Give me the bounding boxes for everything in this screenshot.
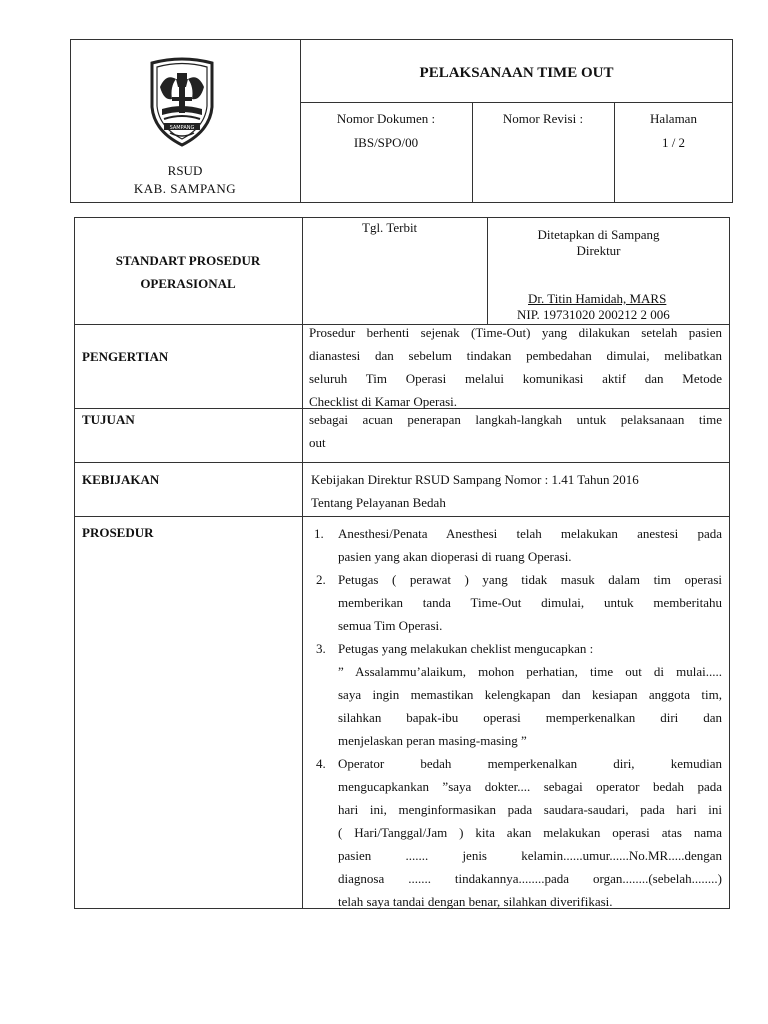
- step-number: 4.: [316, 756, 326, 771]
- row-divider-3: [74, 462, 730, 463]
- set-location: Ditetapkan di Sampang: [537, 227, 660, 242]
- step-number: 1.: [314, 526, 324, 541]
- doc-number-label: Nomor Dokumen :: [336, 111, 436, 126]
- signer-name: Dr. Titin Hamidah, MARS: [528, 291, 667, 306]
- page-number: 1 / 2: [661, 135, 686, 150]
- step-number: 3.: [316, 641, 326, 656]
- sop-title-line1: STANDART PROSEDUR: [115, 253, 261, 268]
- kebijakan-label: KEBIJAKAN: [82, 472, 160, 487]
- tujuan-label: TUJUAN: [82, 412, 135, 427]
- revision-label: Nomor Revisi :: [502, 111, 584, 126]
- org-regency: KAB. SAMPANG: [133, 181, 237, 196]
- step-3-text: Petugas yang melakukan cheklist mengucapkan : ” Assalammu’alaikum, mohon perhatian, time out di mulai..... saya ingin memastikan kelengkapan dan kesiapan anggota tim, silahkan bapak-ibu operasi memperkenalkan diri dan menjelaskan peran masing-masing ”: [338, 641, 722, 748]
- step-2-text: Petugas ( perawat ) yang tidak masuk dalam tim operasi memberikan tanda Time-Out dimulai, untuk memberitahu semua Tim Operasi.: [338, 572, 722, 633]
- kebijakan-text: Kebijakan Direktur RSUD Sampang Nomor : 1.41 Tahun 2016 Tentang Pelayanan Bedah: [311, 472, 639, 510]
- pengertian-text: Prosedur berhenti sejenak (Time-Out) yang dilakukan setelah pasien dianastesi dan sebelum tindakan pembedahan dimulai, melibatkan seluruh Tim Operasi melalui komunikasi aktif dan Metode Checklist di Kamar Operasi.: [309, 325, 722, 409]
- doc-number-value: IBS/SPO/00: [353, 135, 419, 150]
- sampang-logo: [146, 57, 218, 147]
- step-4-text: Operator bedah memperkenalkan diri, kemudian mengucapkankan ”saya dokter.... sebagai operator bedah pada hari ini, menginformasikan pada saudara-saudari, pada hari ini ( Hari/Tanggal/Jam ) kita akan melakukan operasi atas nama pasien ....... jenis kelamin......umur......No.MR.....dengan diagnosa ....... tindakannya........pada organ........(sebelah........) telah saya tandai dengan benar, silahkan diverifikasi.: [338, 756, 722, 909]
- sop-col-divider: [302, 217, 303, 909]
- step-number: 2.: [316, 572, 326, 587]
- issued-date-label: Tgl. Terbit: [362, 220, 418, 235]
- row-divider-4: [74, 516, 730, 517]
- page-label: Halaman: [650, 111, 697, 126]
- svg-text:SAMPANG: SAMPANG: [169, 125, 195, 131]
- signer-nip: NIP. 19731020 200212 2 006: [517, 307, 670, 322]
- set-director: Direktur: [576, 243, 621, 258]
- pengertian-label: PENGERTIAN: [82, 349, 169, 364]
- sop-title-line2: OPERASIONAL: [140, 276, 236, 291]
- org-name: RSUD: [167, 163, 203, 178]
- header-row-divider: [300, 102, 733, 103]
- document-title: PELAKSANAAN TIME OUT: [419, 65, 614, 81]
- tujuan-text: sebagai acuan penerapan langkah-langkah untuk pelaksanaan time out: [309, 412, 722, 450]
- prosedur-label: PROSEDUR: [82, 525, 154, 540]
- step-1-text: Anesthesi/Penata Anesthesi telah melakukan anestesi pada pasien yang akan dioperasi di ruang Operasi.: [338, 526, 722, 564]
